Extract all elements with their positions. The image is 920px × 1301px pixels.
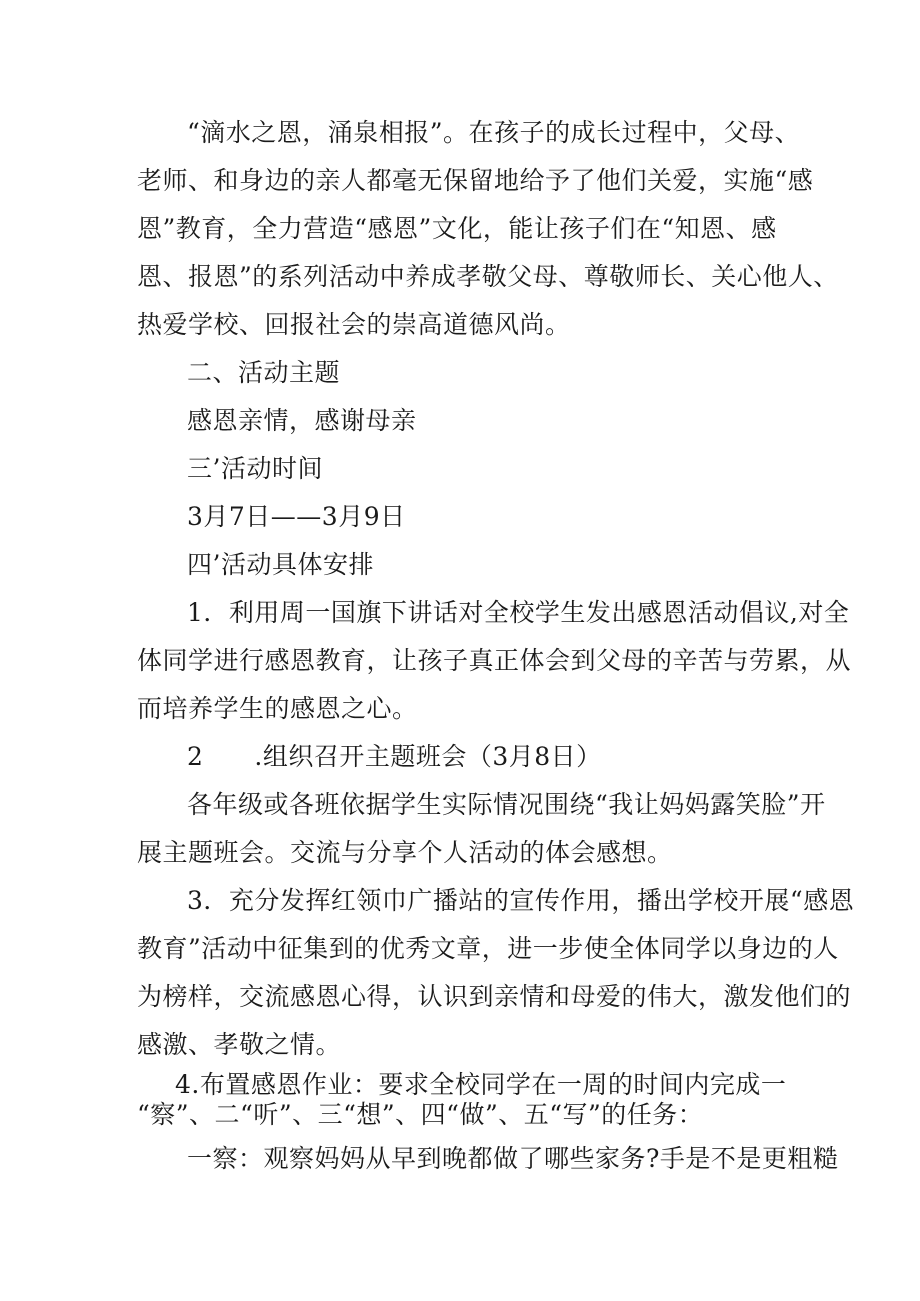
paragraph-line: 热爱学校、回报社会的崇高道德风尚。: [137, 310, 571, 339]
paragraph-line: 4.布置感恩作业：要求全校同学在一周的时间内完成一: [175, 1070, 787, 1099]
paragraph-line: “察”、二“听”、三“想”、四“做”、五“写”的任务：: [137, 1100, 704, 1129]
section-heading: 二、活动主题: [187, 358, 341, 387]
section-heading: 四’活动具体安排: [187, 550, 374, 579]
paragraph-line: “滴水之恩，涌泉相报”。在孩子的成长过程中，父母、: [187, 118, 801, 147]
paragraph-line: 教育”活动中征集到的优秀文章，进一步使全体同学以身边的人: [137, 934, 839, 963]
paragraph-line: 3月7日——3月9日: [187, 502, 406, 531]
paragraph-line: 展主题班会。交流与分享个人活动的体会感想。: [137, 838, 673, 867]
paragraph-line: 为榜样，交流感恩心得，认识到亲情和母爱的伟大，激发他们的: [137, 982, 852, 1011]
paragraph-line: 恩、报恩”的系列活动中养成孝敬父母、尊敬师长、关心他人、: [137, 262, 839, 291]
paragraph-line: 而培养学生的感恩之心。: [137, 694, 418, 723]
paragraph-line: 恩”教育，全力营造“感恩”文化，能让孩子们在“知恩、感: [137, 214, 777, 243]
paragraph-line: 3．充分发挥红领巾广播站的宣传作用，播出学校开展“感恩: [187, 886, 855, 915]
paragraph-line: 体同学进行感恩教育，让孩子真正体会到父母的辛苦与劳累，从: [137, 646, 852, 675]
paragraph-line: 各年级或各班依据学生实际情况围绕“我让妈妈露笑脸”开: [187, 790, 826, 819]
paragraph-line: 感恩亲情，感谢母亲: [187, 406, 417, 435]
paragraph-line: 一察：观察妈妈从早到晚都做了哪些家务?手是不是更粗糙: [187, 1144, 839, 1173]
paragraph-line: 1．利用周一国旗下讲话对全校学生发出感恩活动倡议,对全: [187, 598, 850, 627]
section-heading: 三’活动时间: [187, 454, 323, 483]
paragraph-line: 2 .组织召开主题班会（3月8日）: [187, 742, 602, 771]
paragraph-line: 感激、孝敬之情。: [137, 1030, 342, 1059]
paragraph-line: 老师、和身边的亲人都毫无保留地给予了他们关爱，实施“感: [137, 166, 814, 195]
